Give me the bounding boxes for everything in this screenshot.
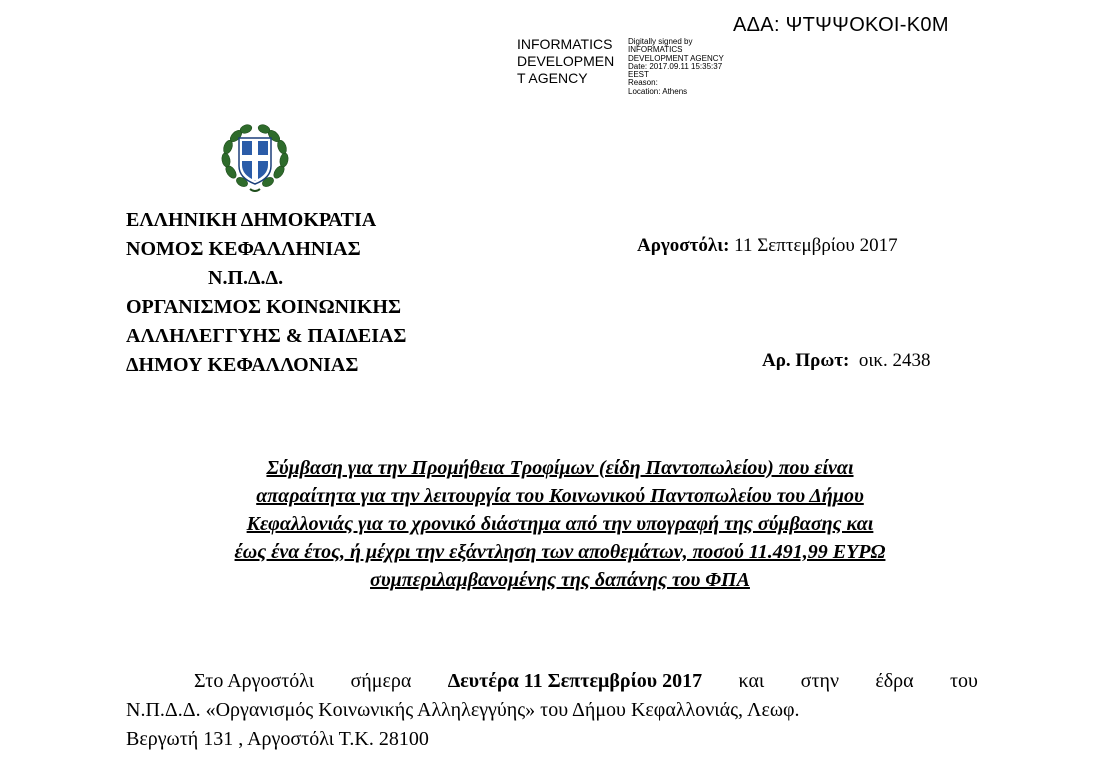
signature-detail-line: INFORMATICS: [628, 45, 683, 55]
digital-signature-details: [628, 38, 724, 96]
body-line: [126, 667, 978, 696]
header-line: ΑΛΛΗΛΕΓΓΥΗΣ & ΠΑΙΔΕΙΑΣ: [126, 325, 407, 347]
meeting-date: Δευτέρα 11 Σεπτεμβρίου 2017: [447, 670, 703, 692]
signature-detail-line: EEST: [628, 70, 649, 80]
signature-detail-line: Digitally signed by: [628, 37, 693, 46]
header-line: Ν.Π.Δ.Δ.: [208, 267, 284, 289]
protocol-value: οικ. 2438: [858, 350, 931, 371]
signature-name-line: DEVELOPMEN: [517, 53, 615, 69]
body-line: Βεργωτή 131 , Αργοστόλι Τ.Κ. 28100: [126, 728, 429, 750]
body-word: του: [950, 670, 978, 692]
signature-name-line: T AGENCY: [517, 70, 588, 86]
header-line: ΝΟΜΟΣ ΚΕΦΑΛΛΗΝΙΑΣ: [126, 238, 361, 260]
body-paragraph: [126, 667, 978, 754]
title-line: έως ένα έτος, ή μέχρι την εξάντληση των αποθεμάτων, ποσού 11.491,99 ΕΥΡΩ: [234, 541, 886, 563]
body-line: Ν.Π.Δ.Δ. «Οργανισμός Κοινωνικής Αλληλεγγύης» του Δήμου Κεφαλλονιάς, Λεωφ.: [126, 699, 800, 721]
body-word: έδρα: [875, 670, 914, 692]
signature-detail-line: Reason:: [628, 78, 658, 88]
date-value: 11 Σεπτεμβρίου 2017: [734, 235, 898, 256]
signature-detail-line: Location: Athens: [628, 86, 688, 96]
body-word: Στο Αργοστόλι: [194, 670, 315, 692]
signature-name-line: INFORMATICS: [517, 36, 613, 52]
header-line: ΟΡΓΑΝΙΣΜΟΣ ΚΟΙΝΩΝΙΚΗΣ: [126, 296, 402, 318]
header-line: ΕΛΛΗΝΙΚΗ ΔΗΜΟΚΡΑΤΙΑ: [126, 209, 377, 231]
signature-detail-line: Date: 2017.09.11 15:35:37: [628, 61, 723, 71]
title-line: Σύμβαση για την Προμήθεια Τροφίμων (είδη Παντοπωλείου) που είναι: [266, 457, 854, 479]
issuer-header: [126, 206, 407, 380]
protocol-label: Αρ. Πρωτ:: [762, 350, 850, 371]
title-line: Κεφαλλονιάς για το χρονικό διάστημα από την υπογραφή της σύμβασης και: [246, 513, 874, 535]
ada-code: ΑΔΑ: ΨΤΨΨΟΚΟΙ-Κ0Μ: [733, 14, 949, 36]
signature-detail-line: DEVELOPMENT AGENCY: [628, 53, 724, 63]
digital-signature-name: [517, 36, 614, 87]
body-word: και: [738, 670, 765, 692]
contract-title: [110, 454, 1010, 594]
document-date: [637, 235, 898, 257]
protocol-number: [762, 350, 931, 372]
greek-emblem-icon: [217, 120, 293, 196]
title-line: απαραίτητα για την λειτουργία του Κοινωνικού Παντοπωλείου του Δήμου: [256, 485, 864, 507]
title-line: συμπεριλαμβανομένης της δαπάνης του ΦΠΑ: [370, 569, 750, 591]
header-line: ΔΗΜΟΥ ΚΕΦΑΛΛΟΝΙΑΣ: [126, 354, 359, 376]
body-word: σήμερα: [350, 670, 412, 692]
body-word: στην: [800, 670, 839, 692]
date-label: Αργοστόλι:: [637, 235, 730, 256]
